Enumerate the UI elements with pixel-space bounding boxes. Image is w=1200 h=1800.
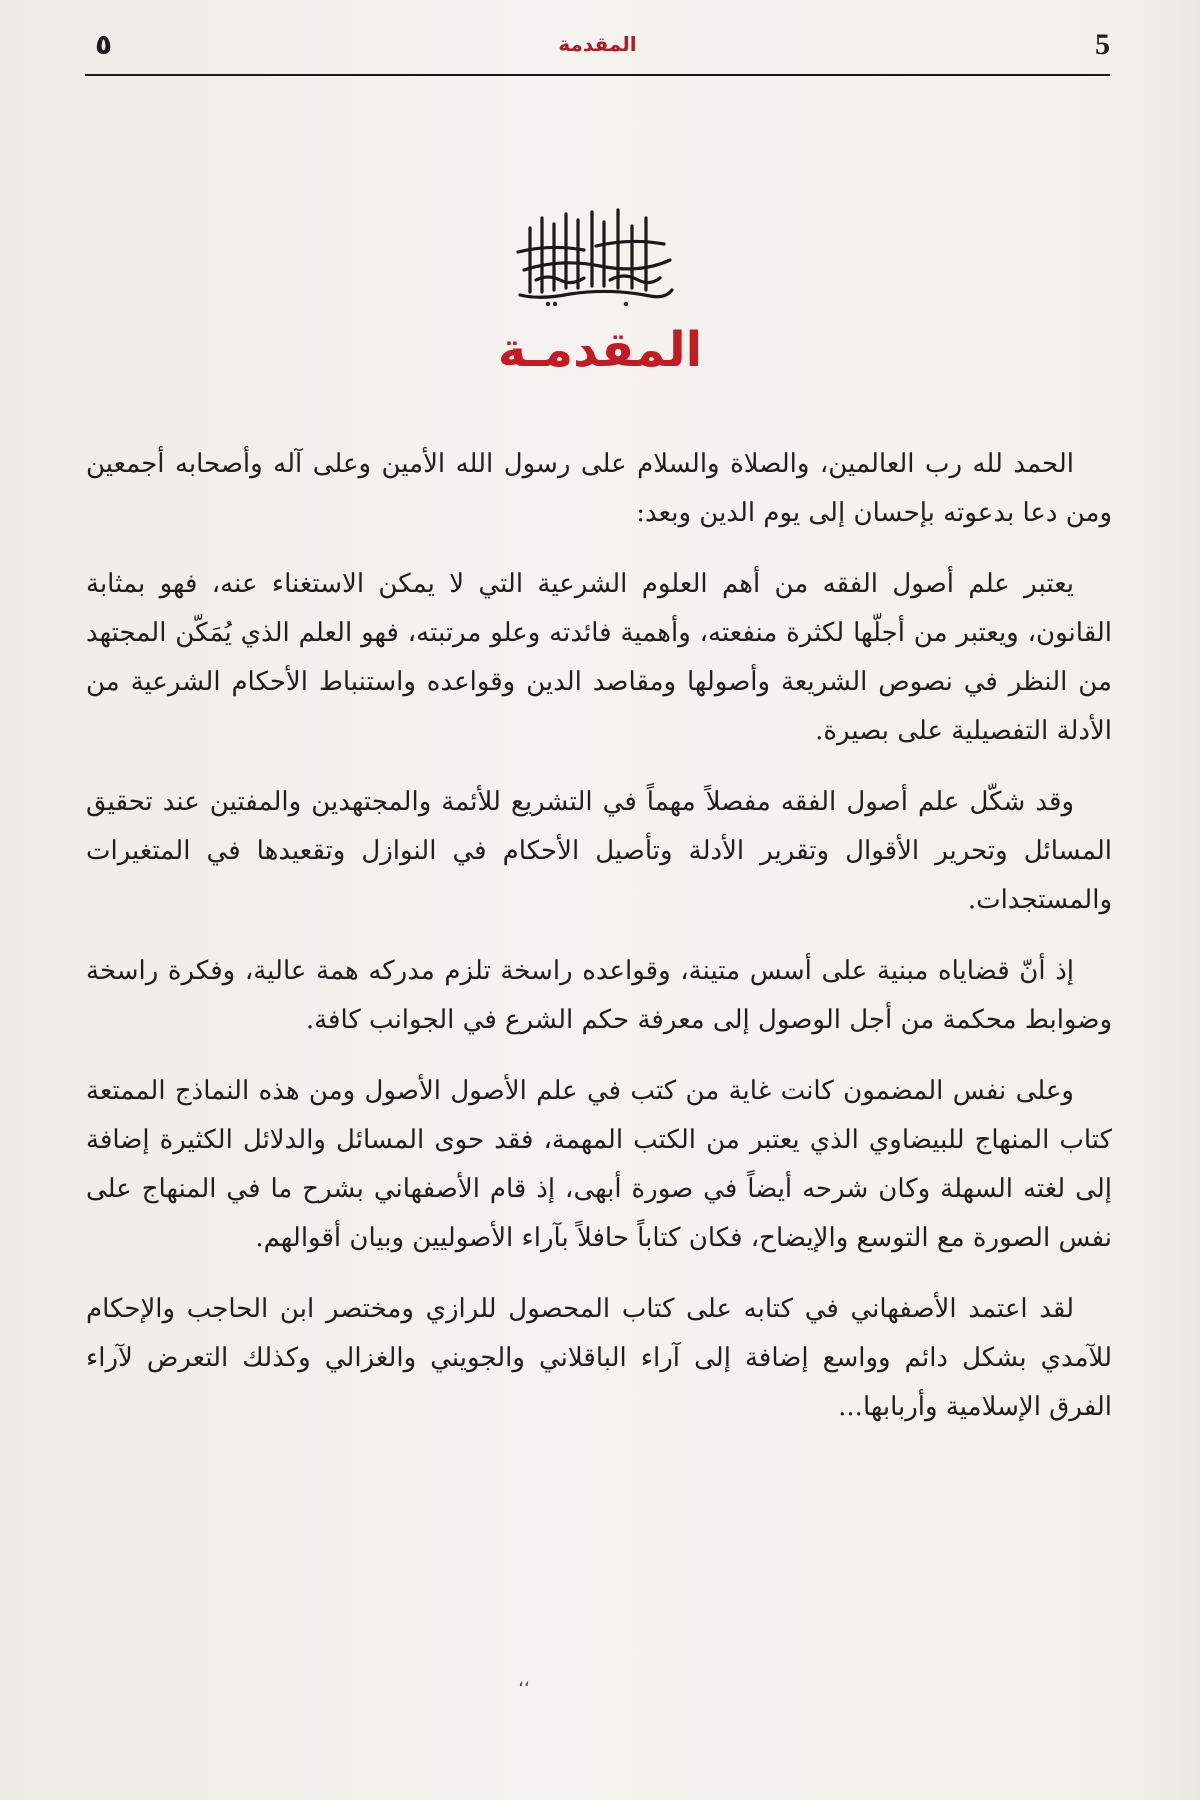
header-rule bbox=[85, 74, 1110, 76]
paragraph: الحمد لله رب العالمين، والصلاة والسلام على رسول الله الأمين وعلى آله وأصحابه أجمعين ومن دعا بدعوته بإحسان إلى يوم الدين وبعد: bbox=[86, 449, 1112, 528]
paragraph: يعتبر علم أصول الفقه من أهم العلوم الشرعية التي لا يمكن الاستغناء عنه، فهو بمثابة القانون، ويعتبر من أجلّها لكثرة منفعته، وأهمية فائدته وعلو مرتبته، فهو العلم الذي يُمَكّن المجتهد من النظر في نصوص الشريعة وأصولها ومقاصد الدين وقواعده واستنباط الأحكام الشرعية من الأدلة التفصيلية على بصيرة. bbox=[86, 569, 1112, 746]
paragraph: لقد اعتمد الأصفهاني في كتابه على كتاب المحصول للرازي ومختصر ابن الحاجب والإحكام للآمدي بشكل دائم وواسع إضافة إلى آراء الباقلاني والجويني والغزالي وكذلك التعرض لآراء الفرق الإسلامية وأربابها... bbox=[86, 1294, 1112, 1422]
page-edge-shadow bbox=[1130, 0, 1200, 1800]
body-text bbox=[86, 440, 1112, 1454]
paragraph: وقد شكّل علم أصول الفقه مفصلاً مهماً في التشريع للأئمة والمجتهدين والمفتين عند تحقيق المسائل وتحرير الأقوال وتقرير الأدلة وتأصيل الأحكام في النوازل وتقعيدها في المتغيرات والمستجدات. bbox=[86, 787, 1112, 915]
page-number-latin: 5 bbox=[1095, 28, 1110, 61]
paragraph: إذ أنّ قضاياه مبنية على أسس متينة، وقواعده راسخة تلزم مدركه همة عالية، وفكرة راسخة وضوابط محكمة من أجل الوصول إلى معرفة حكم الشرع في الجوانب كافة. bbox=[86, 956, 1112, 1035]
paragraph: وعلى نفس المضمون كانت غاية من كتب في علم الأصول الأصول ومن هذه النماذج الممتعة كتاب المنهاج للبيضاوي الذي يعتبر من الكتب المهمة، فقد حوى المسائل والدلائل الكثيرة إضافة إلى لغته السهلة وكان شرحه أيضاً في صورة أبهى، إذ قام الأصفهاني بشرح ما في المنهاج على نفس الصورة مع التوسع والإيضاح، فكان كتاباً حافلاً بآراء الأصوليين وبيان أقوالهم. bbox=[86, 1076, 1112, 1253]
page-header bbox=[85, 22, 1110, 80]
page-number-arabic: ٥ bbox=[95, 28, 113, 61]
chapter-title: المقدمـة bbox=[497, 322, 703, 378]
footer-mark: ،، bbox=[518, 1670, 530, 1691]
basmala-calligraphy bbox=[500, 200, 680, 310]
running-title: المقدمة bbox=[558, 32, 637, 56]
